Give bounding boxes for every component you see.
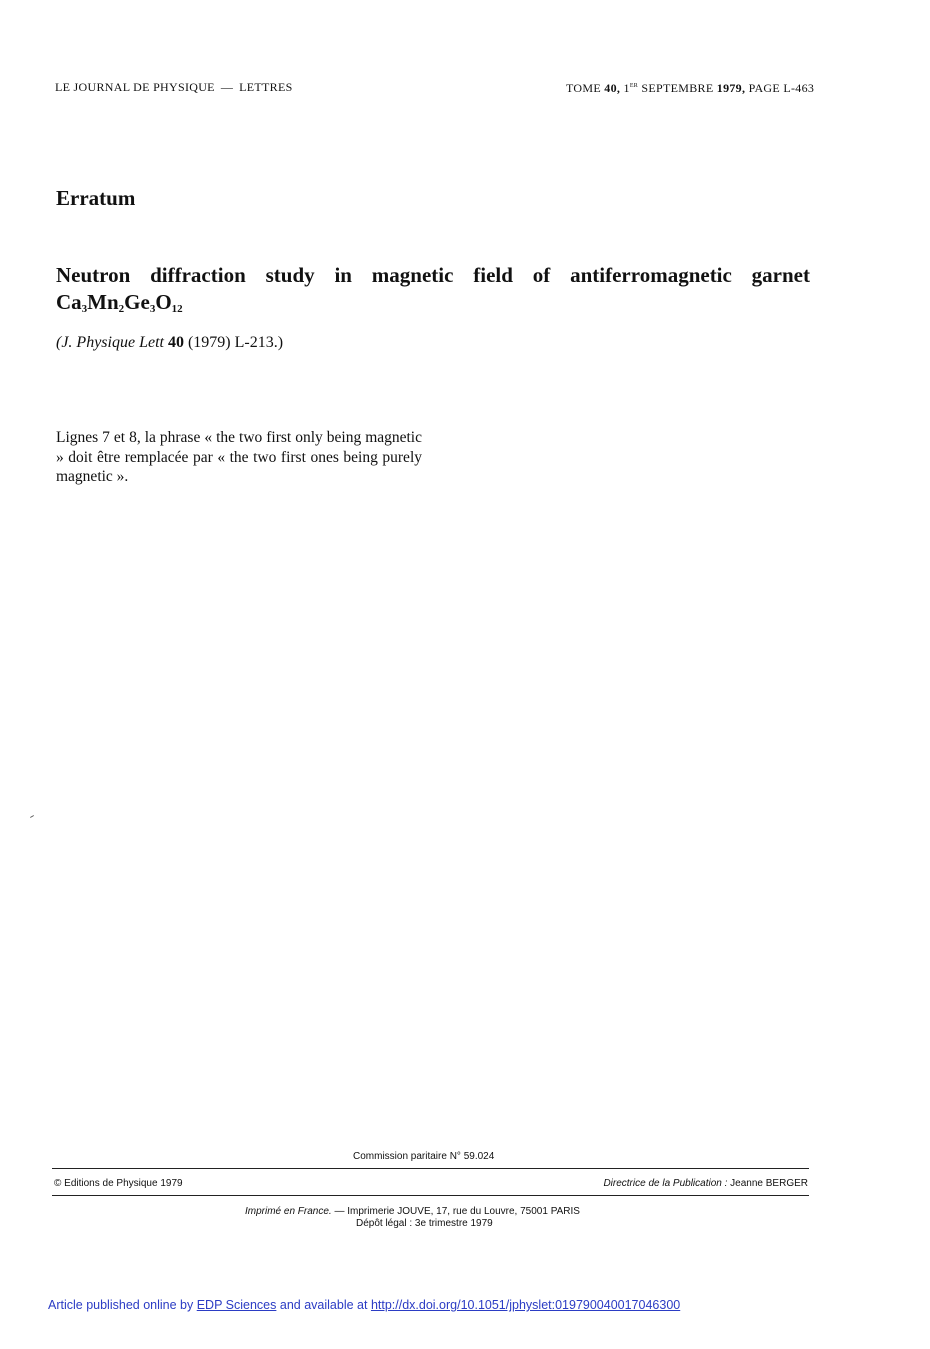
directrice-name: Jeanne BERGER (730, 1178, 808, 1189)
page-number: L-463 (783, 81, 815, 95)
journal-name: LE JOURNAL DE PHYSIQUE (55, 80, 215, 94)
doi-link[interactable]: http://dx.doi.org/10.1051/jphyslet:019790040017046300 (370, 1298, 681, 1312)
formula-element: Ge (124, 290, 150, 314)
article-title-text: Neutron diffraction study in magnetic field of antiferromagnetic garnet (56, 263, 810, 287)
issue-year: 1979, (716, 81, 746, 95)
publisher-link[interactable]: EDP Sciences (196, 1298, 277, 1312)
published-middle: and available at (279, 1298, 368, 1312)
ref-page: L-213.) (234, 334, 284, 351)
legal-deposit: Dépôt légal : 3e trimestre 1979 (356, 1218, 493, 1229)
issue-info (566, 80, 814, 96)
formula-element: O (155, 290, 172, 314)
erratum-body: Lignes 7 et 8, la phrase « the two first only being magnetic » doit être remplacée par « the two first ones being purely magnetic ». (56, 429, 422, 485)
copyright-line: © Editions de Physique 1979 (54, 1178, 183, 1189)
formula-element: Mn (87, 290, 119, 314)
ref-volume: 40 (167, 334, 184, 351)
running-head (55, 80, 293, 95)
article-title (56, 262, 810, 323)
formula-subscript: 3 (149, 303, 156, 315)
printer-info (245, 1206, 580, 1217)
header-separator: — (220, 80, 234, 94)
erratum-heading: Erratum (56, 186, 136, 210)
directrice-label: Directrice de la Publication : (603, 1178, 728, 1189)
ref-year: (1979) (187, 334, 231, 351)
issue-day: 1 (623, 81, 630, 95)
imprime-text: — Imprimerie JOUVE, 17, rue du Louvre, 75001 PARIS (334, 1206, 580, 1217)
tome-number: 40, (604, 81, 621, 95)
ref-open-paren: ( (56, 334, 62, 351)
published-prefix: Article published online by (48, 1298, 194, 1312)
issue-day-suffix: er (629, 80, 639, 89)
formula-subscript: 12 (171, 303, 183, 315)
tome-label: TOME (566, 81, 601, 95)
imprime-label: Imprimé en France. (245, 1206, 332, 1217)
formula-element: Ca (56, 290, 82, 314)
journal-section: LETTRES (239, 80, 293, 94)
page-label: PAGE (748, 81, 781, 95)
footer-rule-top (52, 1168, 809, 1169)
citation-reference (56, 334, 283, 352)
publication-director (603, 1178, 808, 1189)
scan-speck (30, 815, 34, 818)
footer-rule-bottom (52, 1195, 809, 1196)
commission-paritaire: Commission paritaire N° 59.024 (353, 1151, 495, 1162)
issue-month: SEPTEMBRE (641, 81, 714, 95)
ref-journal: J. Physique Lett (61, 334, 164, 351)
formula-subscript: 2 (118, 303, 125, 315)
formula-subscript: 3 (81, 303, 88, 315)
chemical-formula (56, 290, 183, 314)
publication-notice (48, 1298, 680, 1312)
